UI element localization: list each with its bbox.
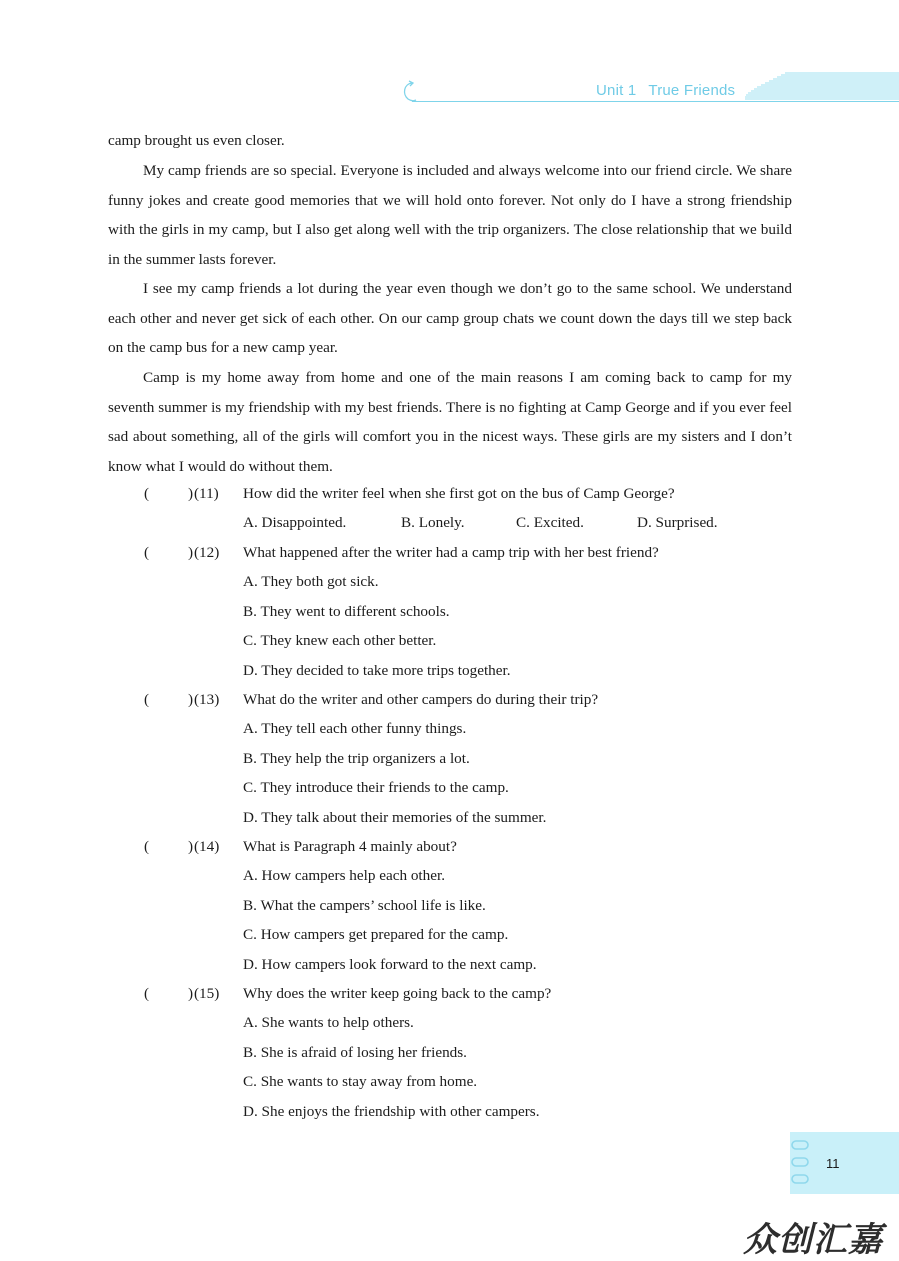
question-stem: Why does the writer keep going back to the camp? (243, 985, 552, 1002)
question-number: (13) (194, 691, 220, 708)
option: B. What the campers’ school life is like. (243, 897, 486, 914)
passage-paragraph: My camp friends are so special. Everyone is included and always welcome into our friend circle. We share funny jokes and create good memories that we will hold onto forever. Not only do I have a strong friendship with the girls in my camp, but I also get along well with the trip organizers. The close relationship that we build in the summer lasts forever. (108, 162, 792, 268)
question-stem: How did the writer feel when she first got on the bus of Camp George? (243, 485, 675, 502)
question-stem: What is Paragraph 4 mainly about? (243, 838, 457, 855)
question-number: (14) (194, 838, 220, 855)
option: C. They introduce their friends to the camp. (243, 779, 509, 796)
answer-blank-open: ( (144, 985, 150, 1002)
answer-blank-open: ( (144, 544, 150, 561)
header-rule (412, 101, 899, 102)
option: B. They help the trip organizers a lot. (243, 750, 470, 767)
option: D. How campers look forward to the next camp. (243, 956, 537, 973)
option: B. Lonely. (401, 514, 465, 531)
unit-title: True Friends (648, 82, 736, 99)
curl-arrow-icon (400, 80, 422, 104)
answer-blank-close: ) (188, 985, 194, 1002)
answer-blank-open: ( (144, 691, 150, 708)
page-number: 11 (826, 1156, 840, 1171)
header-stripes-decoration (745, 72, 899, 102)
answer-blank-close: ) (188, 485, 194, 502)
passage-paragraph: I see my camp friends a lot during the year even though we don’t go to the same school. We understand each other and never get sick of each other. On our camp group chats we count down the days till we step back on the camp bus for a new camp year. (108, 280, 792, 356)
option: C. Excited. (516, 514, 584, 531)
question-stem: What do the writer and other campers do during their trip? (243, 691, 599, 708)
option: A. They tell each other funny things. (243, 720, 467, 737)
option: C. How campers get prepared for the camp. (243, 926, 509, 943)
question-number: (12) (194, 544, 220, 561)
option: B. She is afraid of losing her friends. (243, 1044, 467, 1061)
option: D. She enjoys the friendship with other campers. (243, 1103, 540, 1120)
answer-blank-open: ( (144, 485, 150, 502)
option: D. They talk about their memories of the summer. (243, 809, 547, 826)
question-stem: What happened after the writer had a camp trip with her best friend? (243, 544, 659, 561)
option: A. They both got sick. (243, 573, 379, 590)
watermark: 众创汇嘉 (743, 1220, 883, 1260)
answer-blank-close: ) (188, 544, 194, 561)
options-row (243, 514, 718, 532)
answer-blank-close: ) (188, 838, 194, 855)
option: D. Surprised. (637, 514, 718, 531)
binder-rings-icon (790, 1138, 810, 1186)
unit-label: Unit 1 (596, 82, 637, 99)
answer-blank-close: ) (188, 691, 194, 708)
option: C. They knew each other better. (243, 632, 437, 649)
option: B. They went to different schools. (243, 603, 450, 620)
option: A. She wants to help others. (243, 1014, 414, 1031)
option: A. Disappointed. (243, 514, 347, 531)
answer-blank-open: ( (144, 838, 150, 855)
question-number: (11) (194, 485, 219, 502)
passage-paragraph: Camp is my home away from home and one of the main reasons I am coming back to camp for my seventh summer is my friendship with my best friends. There is no fighting at Camp George and if you ever feel sad about something, all of the girls will comfort you in the nicest ways. These girls are my sisters and I don’t know what I would do without them. (108, 369, 792, 475)
unit-heading (596, 82, 735, 99)
passage-paragraph: camp brought us even closer. (108, 132, 285, 149)
option: C. She wants to stay away from home. (243, 1073, 478, 1090)
option: A. How campers help each other. (243, 867, 446, 884)
option: D. They decided to take more trips together. (243, 662, 511, 679)
question-number: (15) (194, 985, 220, 1002)
